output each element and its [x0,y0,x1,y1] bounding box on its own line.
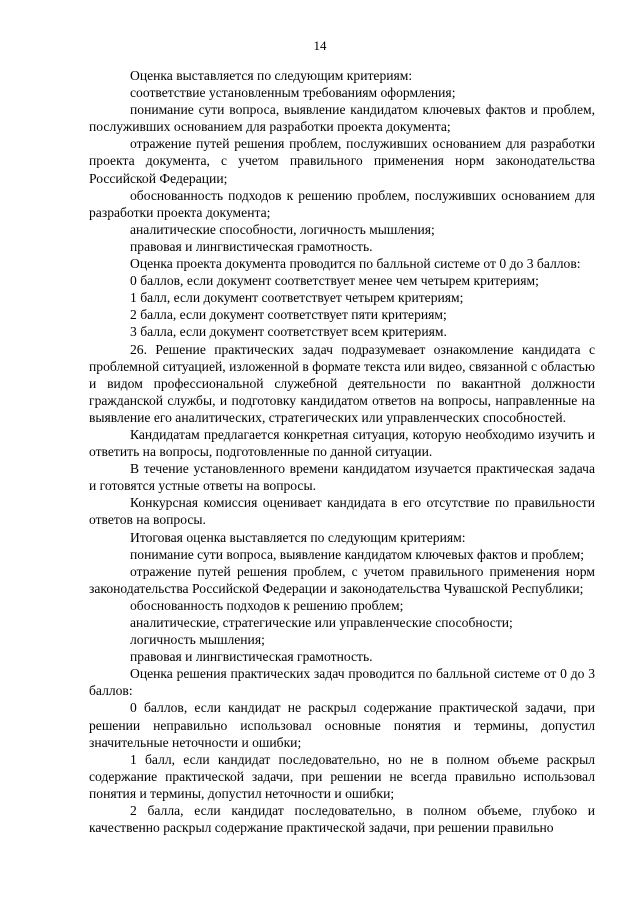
paragraph: аналитические, стратегические или управленческие способности; [130,615,513,630]
paragraph: отражение путей решения проблем, с учетом правильного применения норм законодательства Российской Федерации и законодательства Чувашской Республики; [89,563,595,596]
paragraph: 3 балла, если документ соответствует всем критериям. [130,324,447,340]
paragraph: Оценка проекта документа проводится по балльной системе от 0 до 3 баллов: [130,256,581,272]
paragraph: Итоговая оценка выставляется по следующим критериям: [130,529,466,545]
paragraph: Оценка выставляется по следующим критериям: [130,68,413,83]
paragraph: аналитические способности, логичность мышления; [130,221,435,237]
paragraph: 1 балл, если кандидат последовательно, но не в полном объеме раскрыл содержание практической задачи, при решении не всегда правильно использовал понятия и термины, допустил неточности и ошибки; [89,751,595,801]
paragraph: соответствие установленным требованиям оформления; [130,85,456,101]
paragraph: 1 балл, если документ соответствует четырем критериям; [130,290,464,306]
paragraph: обоснованность подходов к решению проблем, послуживших основанием для разработки проекта документа; [89,187,595,220]
paragraph: 0 баллов, если документ соответствует менее чем четырем критериям; [130,273,539,289]
paragraph: отражение путей решения проблем, послуживших основанием для разработки проекта документа, с учетом правильного применения норм законодательства Российской Федерации; [89,136,595,186]
paragraph: Оценка решения практических задач проводится по балльной системе от 0 до 3 баллов: [89,666,595,699]
paragraph: правовая и лингвистическая грамотность. [130,649,373,665]
paragraph: В течение установленного времени кандидатом изучается практическая задача и готовятся устные ответы на вопросы. [89,461,595,494]
paragraph: Кандидатам предлагается конкретная ситуация, которую необходимо изучить и ответить на вопросы, подготовленные по данной ситуации. [89,426,595,460]
paragraph: обоснованность подходов к решению проблем; [130,597,404,613]
paragraph: 2 балла, если кандидат последовательно, в полном объеме, глубоко и качественно раскрыл содержание практической задачи, при решении правильно [89,803,595,836]
page-number: 14 [313,38,327,53]
paragraph: 26. Решение практических задач подразумевает ознакомление кандидата с проблемной ситуацией, изложенной в формате текста или видео, связанной с областью и видом профессиональной служебной деятельности по вакантной должности гражданской службы, и подготовку кандидатом ответов на вопросы, направленные на выявление его аналитических, стратегических или управленческих способностей. [89,341,595,425]
paragraph: понимание сути вопроса, выявление кандидатом ключевых фактов и проблем, послуживших основанием для разработки проекта документа; [89,102,595,135]
paragraph: правовая и лингвистическая грамотность. [130,238,373,254]
document-body [89,67,595,836]
paragraph: понимание сути вопроса, выявление кандидатом ключевых фактов и проблем; [130,546,585,562]
paragraph: 2 балла, если документ соответствует пяти критериям; [130,307,447,323]
paragraph: 0 баллов, если кандидат не раскрыл содержание практической задачи, при решении неправильно использовал основные понятия и термины, допустил значительные неточности и ошибки; [89,700,595,750]
paragraph: Конкурсная комиссия оценивает кандидата в его отсутствие по правильности ответов на вопросы. [89,495,595,528]
paragraph: логичность мышления; [130,632,265,648]
